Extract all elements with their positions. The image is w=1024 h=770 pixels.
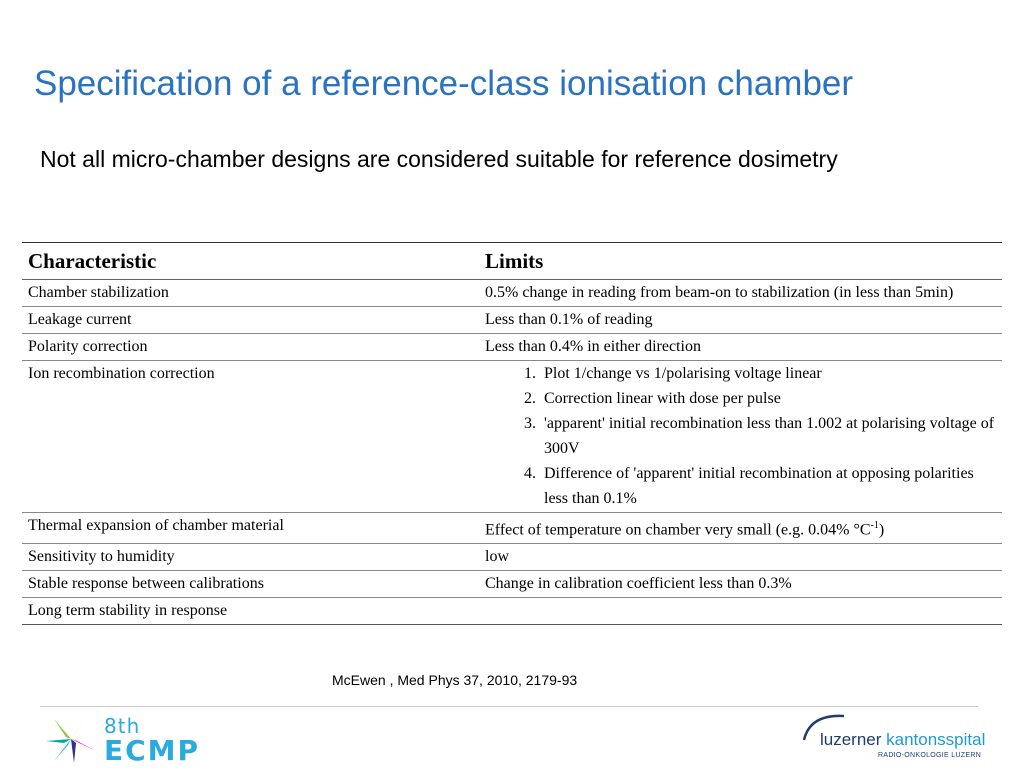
characteristic-cell: Chamber stabilization (22, 280, 479, 307)
characteristic-cell: Thermal expansion of chamber material (22, 513, 479, 544)
limit-superscript: -1 (870, 520, 879, 531)
limit-cell (479, 598, 1002, 625)
slide-title: Specification of a reference-class ionisation chamber (34, 64, 854, 103)
table-row (22, 307, 1002, 334)
limit-list (485, 361, 996, 511)
characteristic-cell: Polarity correction (22, 334, 479, 361)
limit-cell: low (479, 544, 1002, 571)
limit-cell: Less than 0.4% in either direction (479, 334, 1002, 361)
ecmp-star-icon (44, 713, 98, 765)
slide-subtitle: Not all micro-chamber designs are considered suitable for reference dosimetry (40, 146, 838, 172)
characteristic-cell: Long term stability in response (22, 598, 479, 625)
limit-list-item: 3. 'apparent' initial recombination less than 1.002 at polarising voltage of 300V (540, 411, 996, 461)
characteristic-cell: Ion recombination correction (22, 361, 479, 513)
footer-divider (40, 706, 978, 707)
table-row (22, 513, 1002, 544)
limit-text: Effect of temperature on chamber very small (e.g. 0.04% °C (485, 521, 871, 539)
column-header-characteristic: Characteristic (22, 243, 479, 280)
limit-list-item: 2. Correction linear with dose per pulse (540, 386, 996, 411)
luks-name (820, 730, 985, 750)
limit-list-item: 4. Difference of 'apparent' initial recombination at opposing polarities less than 0.1% (540, 461, 996, 511)
table-row (22, 361, 1002, 513)
ecmp-edition: 8th (104, 714, 141, 738)
characteristic-cell: Leakage current (22, 307, 479, 334)
limit-cell: 0.5% change in reading from beam-on to stabilization (in less than 5min) (479, 280, 1002, 307)
luks-name-part2: kantonsspital (886, 730, 986, 749)
characteristic-cell: Sensitivity to humidity (22, 544, 479, 571)
limit-cell (479, 513, 1002, 544)
limit-suffix: ) (878, 521, 885, 539)
table-row (22, 598, 1002, 625)
ecmp-name: ECMP (104, 734, 201, 767)
table-header-row (22, 243, 1002, 280)
ecmp-text (104, 715, 200, 765)
characteristic-cell: Stable response between calibrations (22, 571, 479, 598)
limit-cell (479, 361, 1002, 513)
citation: McEwen , Med Phys 37, 2010, 2179-93 (332, 672, 578, 688)
luks-logo (798, 712, 988, 764)
luks-name-part1: luzerner (820, 730, 887, 749)
table-row (22, 544, 1002, 571)
table-row (22, 571, 1002, 598)
table-row (22, 334, 1002, 361)
limit-cell: Less than 0.1% of reading (479, 307, 1002, 334)
limit-list-item: 1. Plot 1/change vs 1/polarising voltage linear (540, 361, 996, 386)
luks-subtitle: RADIO-ONKOLOGIE LUZERN (878, 752, 982, 759)
column-header-limits: Limits (479, 243, 1002, 280)
limit-cell: Change in calibration coefficient less than 0.3% (479, 571, 1002, 598)
table-row (22, 280, 1002, 307)
ecmp-logo (44, 713, 244, 765)
specification-table (22, 242, 1002, 625)
